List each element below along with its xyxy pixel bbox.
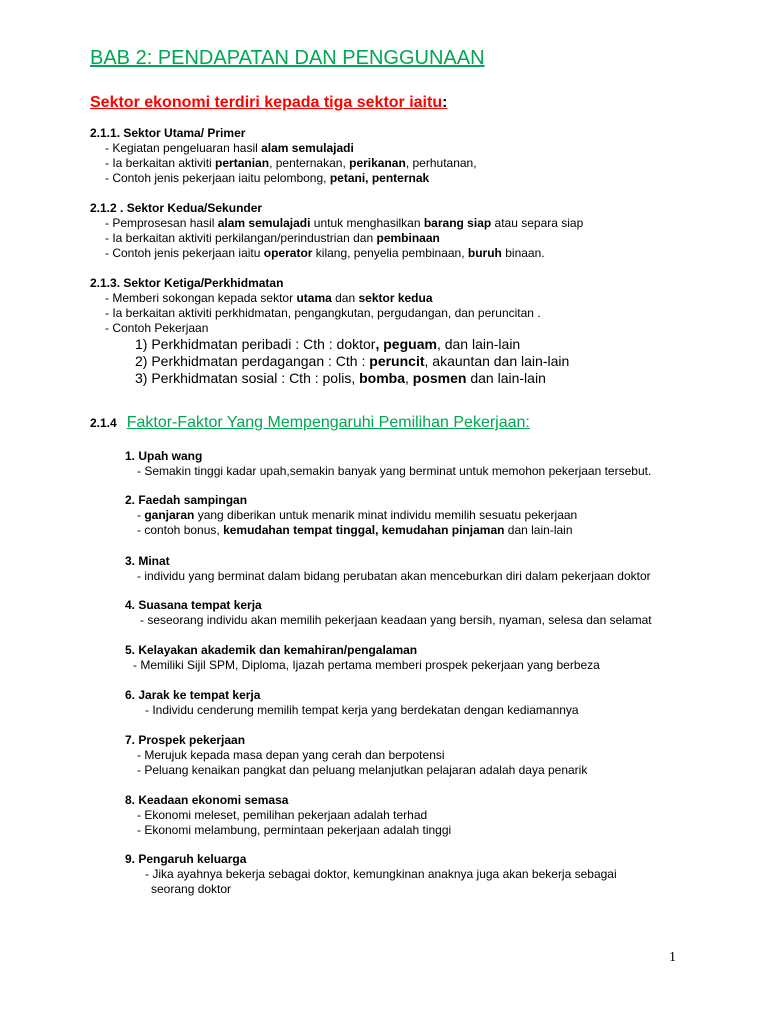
- section-line: - Kegiatan pengeluaran hasil alam semulajadi: [105, 141, 354, 155]
- factor-item: [125, 493, 577, 538]
- example-item: 2) Perkhidmatan perdagangan : Cth : peruncit, akauntan dan lain-lain: [135, 353, 570, 369]
- factor-detail: - contoh bonus, kemudahan tempat tinggal, kemudahan pinjaman dan lain-lain: [137, 523, 573, 537]
- example-item: 3) Perkhidmatan sosial : Cth : polis, bomba, posmen dan lain-lain: [135, 370, 546, 386]
- section-2-1-1: [90, 126, 477, 186]
- factor-item: [125, 598, 652, 628]
- factor-detail: - Ekonomi melambung, permintaan pekerjaan adalah tinggi: [137, 823, 452, 837]
- factor-heading: 3. Minat: [125, 554, 170, 568]
- section-heading: 2.1.2 . Sektor Kedua/Sekunder: [90, 201, 263, 215]
- section-line: - Contoh jenis pekerjaan iaitu pelombong, petani, penternak: [105, 171, 430, 185]
- example-item: 1) Perkhidmatan peribadi : Cth : doktor, peguam, dan lain-lain: [135, 336, 521, 352]
- factor-detail: - Memiliki Sijil SPM, Diploma, Ijazah pertama memberi prospek pekerjaan yang berbeza: [133, 658, 600, 672]
- section-heading-text: Faktor-Faktor Yang Mempengaruhi Pemilihan Pekerjaan: [126, 414, 526, 431]
- factor-item: [125, 449, 651, 479]
- section-line: - Contoh Pekerjaan: [105, 321, 209, 335]
- section-2-1-2: [90, 201, 583, 261]
- factor-detail: - Merujuk kepada masa depan yang cerah dan berpotensi: [137, 748, 445, 762]
- factor-item: [125, 688, 579, 718]
- section-line: - Ia berkaitan aktiviti perkhidmatan, pengangkutan, pergudangan, dan peruncitan .: [105, 306, 541, 320]
- factor-detail: - ganjaran yang diberikan untuk menarik minat individu memilih sesuatu pekerjaan: [137, 508, 578, 522]
- factor-detail: - Individu cenderung memilih tempat kerja yang berdekatan dengan kediamannya: [145, 703, 579, 717]
- page-number: 1: [669, 950, 676, 965]
- factor-heading: 2. Faedah sampingan: [125, 493, 248, 507]
- factor-item: [125, 643, 600, 673]
- factor-heading: 9. Pengaruh keluarga: [125, 852, 247, 866]
- section-subtitle: [90, 94, 447, 112]
- section-2-1-4-heading: [90, 414, 530, 432]
- factor-heading: 1. Upah wang: [125, 449, 203, 463]
- factor-detail: - individu yang berminat dalam bidang perubatan akan menceburkan diri dalam pekerjaan doktor: [137, 569, 651, 583]
- factor-detail: - Jika ayahnya bekerja sebagai doktor, kemungkinan anaknya juga akan bekerja sebagai: [145, 867, 617, 881]
- factor-detail: - seseorang individu akan memilih pekerjaan keadaan yang bersih, nyaman, selesa dan selamat: [140, 613, 652, 627]
- section-number: 2.1.4: [90, 416, 117, 430]
- factor-detail: - Peluang kenaikan pangkat dan peluang melanjutkan pelajaran adalah daya penarik: [137, 763, 588, 777]
- page-title: BAB 2: PENDAPATAN DAN PENGGUNAAN: [90, 47, 485, 69]
- section-line: - Contoh jenis pekerjaan iaitu operator kilang, penyelia pembinaan, buruh binaan.: [105, 246, 545, 260]
- factor-heading: 5. Kelayakan akademik dan kemahiran/pengalaman: [125, 643, 418, 657]
- section-line: - Ia berkaitan aktiviti perkilangan/perindustrian dan pembinaan: [105, 231, 440, 245]
- factor-item: [125, 733, 587, 778]
- factor-heading: 8. Keadaan ekonomi semasa: [125, 793, 289, 807]
- section-line: - Memberi sokongan kepada sektor utama dan sektor kedua: [105, 291, 433, 305]
- factor-heading: 6. Jarak ke tempat kerja: [125, 688, 261, 702]
- subtitle-text: Sektor ekonomi terdiri kepada tiga sektor iaitu: [90, 94, 443, 111]
- section-heading: 2.1.3. Sektor Ketiga/Perkhidmatan: [90, 276, 284, 290]
- subtitle-colon: :: [442, 94, 448, 111]
- section-line: - Ia berkaitan aktiviti pertanian, penternakan, perikanan, perhutanan,: [105, 156, 477, 170]
- factor-item: [125, 793, 451, 838]
- factor-detail: - Semakin tinggi kadar upah,semakin banyak yang berminat untuk memohon pekerjaan tersebut.: [137, 464, 652, 478]
- factor-item: [125, 554, 651, 584]
- section-2-1-3: [90, 276, 569, 387]
- factor-detail: - Ekonomi meleset, pemilihan pekerjaan adalah terhad: [137, 808, 428, 822]
- factor-detail: seorang doktor: [151, 882, 232, 896]
- factor-item: [125, 852, 617, 897]
- section-heading: 2.1.1. Sektor Utama/ Primer: [90, 126, 246, 140]
- section-heading-colon: :: [525, 414, 530, 431]
- section-line: - Pemprosesan hasil alam semulajadi untuk menghasilkan barang siap atau separa siap: [105, 216, 584, 230]
- factor-heading: 4. Suasana tempat kerja: [125, 598, 262, 612]
- factor-heading: 7. Prospek pekerjaan: [125, 733, 246, 747]
